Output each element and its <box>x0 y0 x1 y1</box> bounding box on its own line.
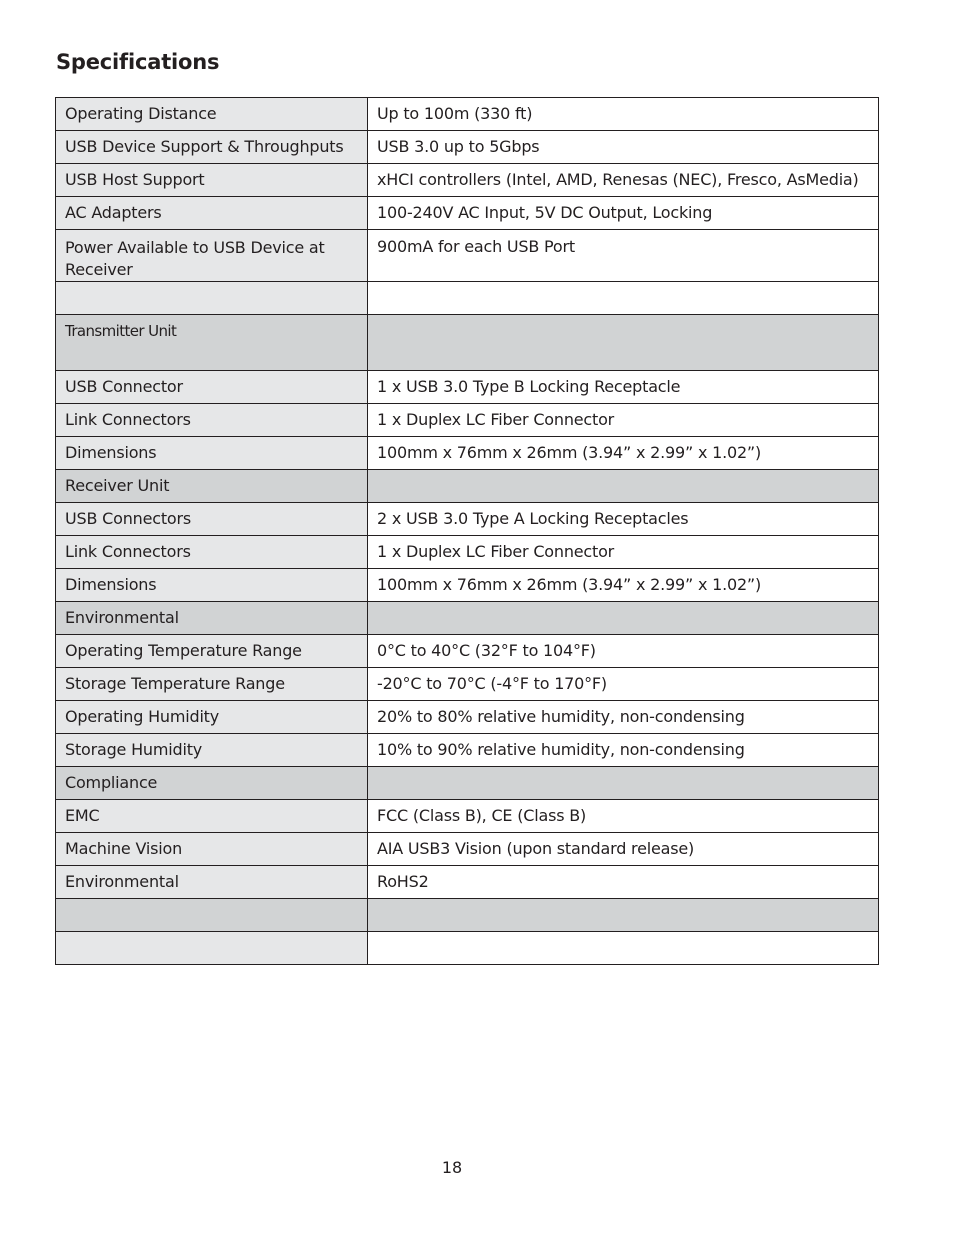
spec-label: Storage Temperature Range <box>56 668 368 701</box>
spec-label: Operating Temperature Range <box>56 635 368 668</box>
spec-label: Operating Distance <box>56 98 368 131</box>
spec-value: 100-240V AC Input, 5V DC Output, Locking <box>368 197 879 230</box>
section-header-receiver-unit <box>56 470 879 503</box>
section-header-value <box>368 899 879 932</box>
page-number: 18 <box>441 1158 463 1177</box>
spec-label: USB Host Support <box>56 164 368 197</box>
spec-label: Link Connectors <box>56 404 368 437</box>
section-header-text: Transmitter Unit <box>65 322 177 340</box>
section-header-label: Receiver Unit <box>56 470 368 503</box>
spec-value: 900mA for each USB Port <box>368 230 879 282</box>
section-header-label: Compliance <box>56 767 368 800</box>
spec-label: AC Adapters <box>56 197 368 230</box>
spec-row-operating-humidity <box>56 701 879 734</box>
spec-label: USB Connectors <box>56 503 368 536</box>
spec-row-link-connectors <box>56 404 879 437</box>
spec-row-operating-distance <box>56 98 879 131</box>
spec-label: Machine Vision <box>56 833 368 866</box>
spec-row-storage-humidity <box>56 734 879 767</box>
spec-row-environmental <box>56 866 879 899</box>
section-header-value <box>368 767 879 800</box>
section-header-label: Environmental <box>56 602 368 635</box>
spec-label: Storage Humidity <box>56 734 368 767</box>
spec-row-dimensions <box>56 437 879 470</box>
section-header-environmental <box>56 602 879 635</box>
spec-label <box>56 282 368 315</box>
specifications-table-body <box>56 98 879 965</box>
spec-value: AIA USB3 Vision (upon standard release) <box>368 833 879 866</box>
spec-row-dimensions <box>56 569 879 602</box>
spec-label: Link Connectors <box>56 536 368 569</box>
spec-row-usb-host-support <box>56 164 879 197</box>
spec-value: Up to 100m (330 ft) <box>368 98 879 131</box>
section-header-value <box>368 602 879 635</box>
spec-label: Dimensions <box>56 569 368 602</box>
section-header-transmitter-unit <box>56 315 879 371</box>
section-header-empty <box>56 899 879 932</box>
spec-label: Dimensions <box>56 437 368 470</box>
section-header-value <box>368 470 879 503</box>
spec-label <box>56 932 368 965</box>
spec-value: 100mm x 76mm x 26mm (3.94” x 2.99” x 1.02”) <box>368 437 879 470</box>
spec-value: RoHS2 <box>368 866 879 899</box>
spec-row-usb-device-support <box>56 131 879 164</box>
spec-row-storage-temperature <box>56 668 879 701</box>
page-title: Specifications <box>56 50 220 74</box>
spec-value: 0°C to 40°C (32°F to 104°F) <box>368 635 879 668</box>
spec-value: 20% to 80% relative humidity, non-condensing <box>368 701 879 734</box>
spec-value: USB 3.0 up to 5Gbps <box>368 131 879 164</box>
section-header-compliance <box>56 767 879 800</box>
spec-row-operating-temperature <box>56 635 879 668</box>
section-header-value <box>368 315 879 371</box>
spec-value: xHCI controllers (Intel, AMD, Renesas (NEC), Fresco, AsMedia) <box>368 164 879 197</box>
spec-row-empty <box>56 282 879 315</box>
spec-label: USB Device Support & Throughputs <box>56 131 368 164</box>
spec-label: Operating Humidity <box>56 701 368 734</box>
spec-value: 1 x USB 3.0 Type B Locking Receptacle <box>368 371 879 404</box>
section-header-label <box>56 315 368 371</box>
spec-row-power-available <box>56 230 879 282</box>
spec-value: 2 x USB 3.0 Type A Locking Receptacles <box>368 503 879 536</box>
spec-value: 100mm x 76mm x 26mm (3.94” x 2.99” x 1.02”) <box>368 569 879 602</box>
spec-value: -20°C to 70°C (-4°F to 170°F) <box>368 668 879 701</box>
spec-row-emc <box>56 800 879 833</box>
spec-value: 10% to 90% relative humidity, non-condensing <box>368 734 879 767</box>
spec-row-empty <box>56 932 879 965</box>
spec-label: Power Available to USB Device at Receiver <box>56 230 368 282</box>
spec-row-usb-connector <box>56 371 879 404</box>
spec-row-usb-connectors <box>56 503 879 536</box>
spec-label: EMC <box>56 800 368 833</box>
specifications-table <box>55 97 879 965</box>
spec-value: FCC (Class B), CE (Class B) <box>368 800 879 833</box>
spec-row-ac-adapters <box>56 197 879 230</box>
spec-row-link-connectors <box>56 536 879 569</box>
spec-label: USB Connector <box>56 371 368 404</box>
section-header-label <box>56 899 368 932</box>
spec-value <box>368 932 879 965</box>
spec-value: 1 x Duplex LC Fiber Connector <box>368 404 879 437</box>
spec-label: Environmental <box>56 866 368 899</box>
spec-value <box>368 282 879 315</box>
spec-row-machine-vision <box>56 833 879 866</box>
spec-value: 1 x Duplex LC Fiber Connector <box>368 536 879 569</box>
